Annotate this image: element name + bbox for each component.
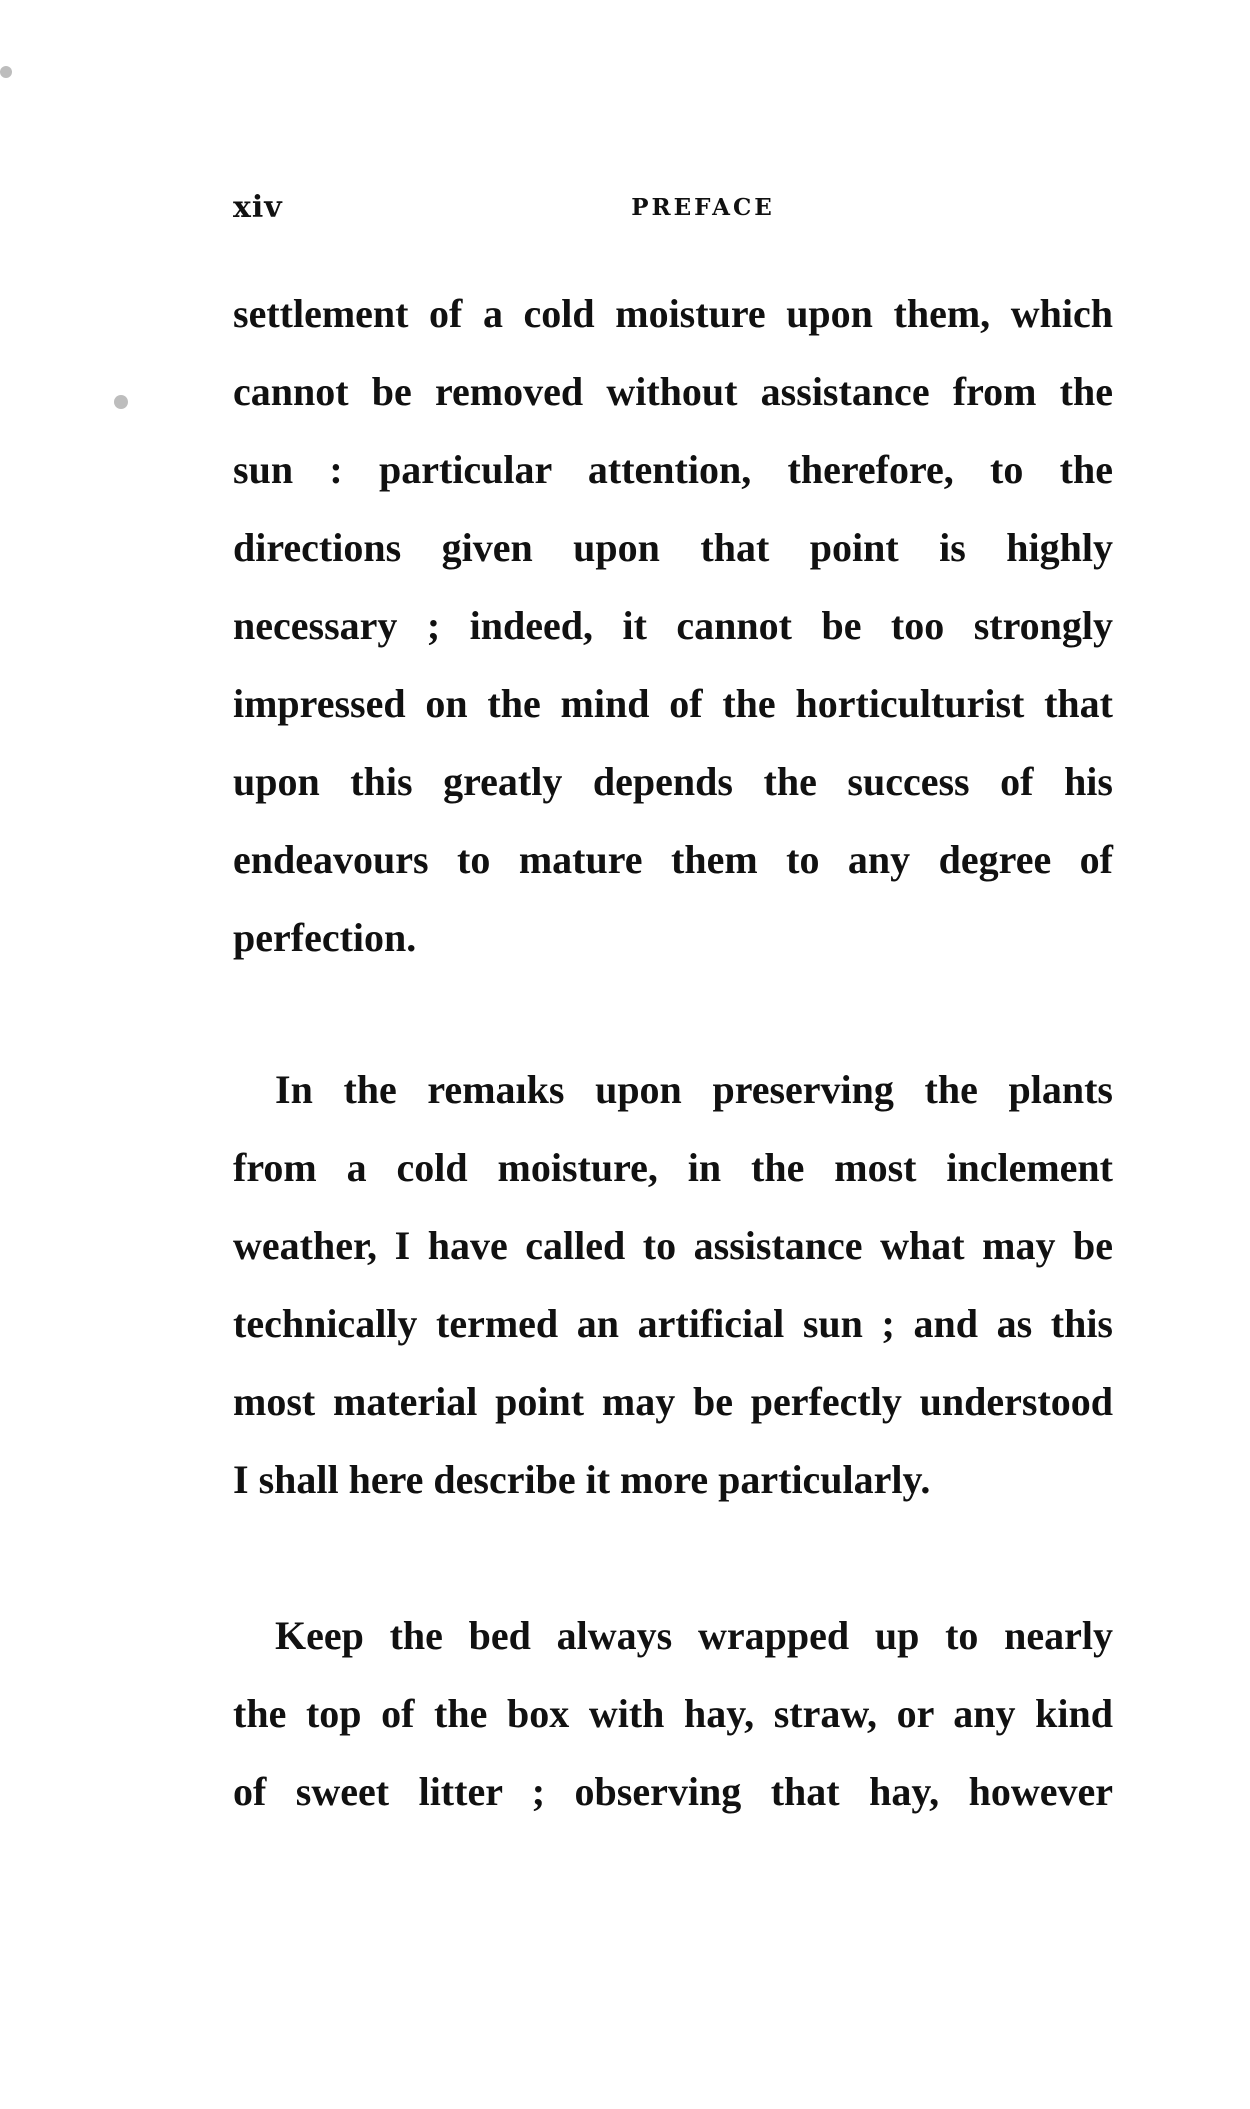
page-number: xiv <box>233 190 283 225</box>
text-line: endeavours to mature them to any degree of <box>233 837 1113 882</box>
text-line: I shall here describe it more particularly. <box>233 1457 931 1502</box>
page-blemish <box>114 395 128 409</box>
text-line: impressed on the mind of the horticulturist that <box>233 681 1113 726</box>
text-line: In the remaıks upon preserving the plants <box>275 1067 1113 1112</box>
running-head: PREFACE <box>631 194 775 221</box>
text-line: necessary ; indeed, it cannot be too strongly <box>233 603 1113 648</box>
text-line: from a cold moisture, in the most inclement <box>233 1145 1113 1190</box>
paragraph <box>233 275 1113 977</box>
text-line: perfection. <box>233 915 417 960</box>
text-line: directions given upon that point is highly <box>233 525 1113 570</box>
text-line: the top of the box with hay, straw, or any kind <box>233 1691 1113 1736</box>
text-line: most material point may be perfectly understood <box>233 1379 1113 1424</box>
text-line: sun : particular attention, therefore, to the <box>233 447 1113 492</box>
paragraph <box>233 1051 1113 1519</box>
page-header <box>233 190 1113 240</box>
page-blemish <box>0 66 12 78</box>
text-line: weather, I have called to assistance what may be <box>233 1223 1113 1268</box>
text-line: technically termed an artificial sun ; and as this <box>233 1301 1113 1346</box>
text-line: cannot be removed without assistance from the <box>233 369 1113 414</box>
text-line: of sweet litter ; observing that hay, however <box>233 1769 1113 1814</box>
text-line: Keep the bed always wrapped up to nearly <box>275 1613 1113 1658</box>
text-line: upon this greatly depends the success of his <box>233 759 1113 804</box>
text-line: settlement of a cold moisture upon them, which <box>233 291 1113 336</box>
paragraph <box>233 1597 1113 1831</box>
